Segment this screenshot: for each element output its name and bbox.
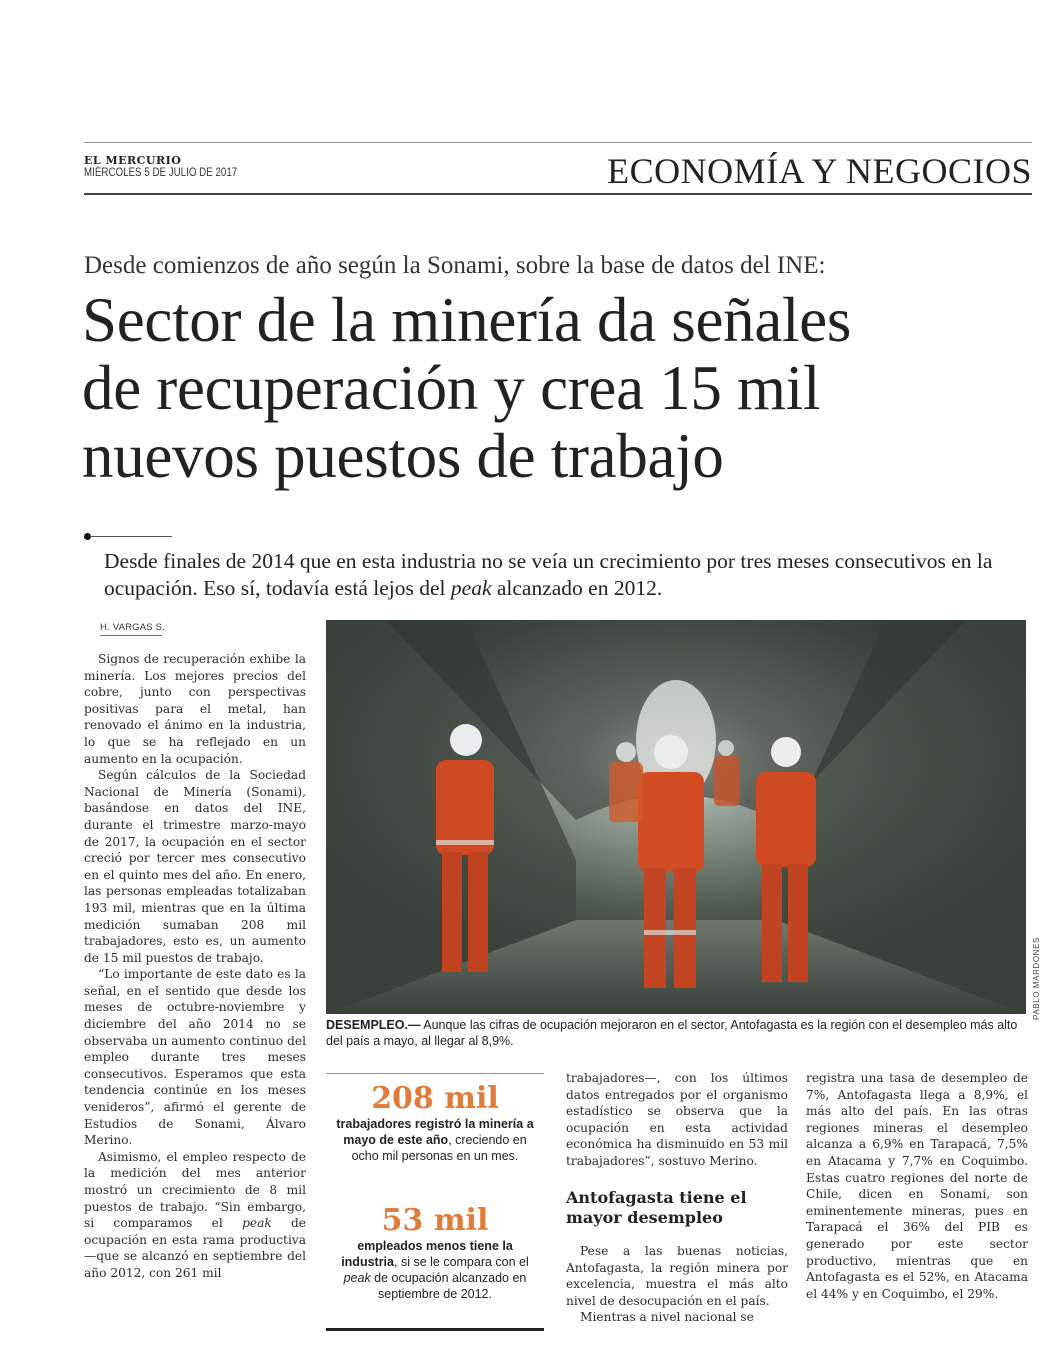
stat-italic: peak	[343, 1271, 371, 1285]
kicker: Desde comienzos de año según la Sonami, sobre la base de datos del INE:	[84, 252, 826, 279]
stat-bold-text: empleados menos tiene la industria	[341, 1239, 513, 1269]
headline-line: de recuperación y crea 15 mil	[82, 353, 821, 423]
body-column-1	[84, 651, 306, 1282]
mine-tunnel-photo	[326, 620, 1026, 1014]
photo-caption	[326, 1018, 1036, 1049]
body-column-4	[806, 1070, 1028, 1302]
caption-label: DESEMPLEO.—	[326, 1018, 421, 1032]
stat-description	[326, 1238, 544, 1302]
photo-credit	[1030, 937, 1042, 1020]
caption-text: Aunque las cifras de ocupación mejoraron en el sector, Antofagasta es la región con el desempleo más alto del país a mayo, al llegar al 8,9%.	[326, 1018, 1018, 1048]
body-paragraph: trabajadores—, con los últimos datos entregados por el organismo estadístico se observa que la ocupación en esta actividad económica ha disminuido en 53 mil trabajadores”, sostuvo Merino.	[566, 1071, 788, 1168]
body-text: Asimismo, el empleo respecto de la medición del mes anterior mostró un crecimiento de 8 mil puestos de trabajo. “Sin embargo, si comparamos el	[84, 1149, 306, 1231]
stat-bold-text: trabajadores registró la minería a mayo de este año	[336, 1117, 534, 1147]
photo-credit-text: PABLO MARDONES	[1032, 937, 1041, 1020]
photo-illustration	[326, 620, 1026, 1014]
byline: H. VARGAS S.	[100, 622, 166, 633]
section-title: ECONOMÍA Y NEGOCIOS	[607, 151, 1032, 191]
deck-text: Desde finales de 2014 que en esta industria no se veía un crecimiento por tres meses consecutivos en la ocupación. Eso sí, todavía está lejos del	[104, 549, 993, 600]
body-column-3	[566, 1070, 788, 1170]
headline	[82, 286, 1042, 490]
headline-line: Sector de la minería da señales	[82, 285, 852, 355]
stat-text: de ocupación alcanzado en septiembre de 2012.	[370, 1271, 527, 1301]
stat-text: , creciendo en ocho mil personas en un mes.	[351, 1133, 527, 1163]
body-paragraph: registra una tasa de desempleo de 7%, Antofagasta llega a 8,9%, el más alto del país. En las otras regiones mineras el desempleo alcanza a 6,9% en Tarapacá, 7,5% en Atacama y 7,7% en Coquimbo. Estas cuatro regiones del norte de Chile, dicen en Sonami, son eminentemente mineras, pues en Tarapacá el 36% del PIB es generado por este sector productivo, mientras que en Antofagasta es el 52%, en Atacama el 44% y en Coquimbo, el 29%.	[806, 1071, 1028, 1301]
body-paragraph: Signos de recuperación exhibe la minería. Los mejores precios del cobre, junto con perspectivas positivas para el metal, han renovado el ánimo en la industria, lo que se ha reflejado en un aumento en la ocupación.	[84, 652, 306, 766]
masthead-bottom-rule	[84, 193, 1032, 195]
publication-date: MIÉRCOLES 5 DE JULIO DE 2017	[84, 167, 238, 179]
body-paragraph: Pese a las buenas noticias, Antofagasta, la región minera por excelencia, muestra el más alto nivel de desocupación en el país.	[566, 1244, 788, 1308]
body-italic: peak	[242, 1216, 272, 1231]
deck-text: alcanzado en 2012.	[491, 576, 663, 600]
body-paragraph: Según cálculos de la Sociedad Nacional de Minería (Sonami), basándose en datos del INE, durante el trimestre marzo-mayo de 2017, la ocupación en el sector creció por tercer mes consecutivo en el quinto mes del año. En enero, las personas empleadas totalizaban 193 mil, mientras que en la última medición sumaban 208 mil trabajadores, esto es, un aumento de 15 mil puestos de trabajo.	[84, 768, 306, 965]
newspaper-name: EL MERCURIO	[84, 154, 182, 167]
body-paragraph	[84, 1149, 306, 1282]
stat-number: 208 mil	[371, 1081, 499, 1116]
body-column-3-continued	[566, 1243, 788, 1326]
body-paragraph: “Lo importante de este dato es la señal, en el sentido que desde los meses de octubre-noviembre y diciembre del año 2014 no se observaba un aumento continuo del empleo durante tres meses consecutivos. Esperamos que esta tendencia continúe en los meses venideros”, afirmó el gerente de Estudios de Sonami, Álvaro Merino.	[84, 967, 306, 1148]
deck	[104, 548, 1024, 602]
stat-text: , si se le compara con el	[394, 1255, 529, 1269]
deck-italic: peak	[450, 576, 492, 600]
stat-block	[326, 1082, 544, 1164]
body-text: de ocupación en esta rama productiva —que se alcanzó en septiembre del año 2012, con 261 mil	[84, 1216, 307, 1280]
headline-line: nuevos puestos de trabajo	[82, 421, 724, 491]
masthead-top-rule	[84, 142, 1032, 143]
subheading: Antofagasta tiene el mayor desempleo	[566, 1188, 747, 1227]
stat-number: 53 mil	[381, 1203, 489, 1238]
stats-box-bottom-rule	[326, 1328, 544, 1331]
stats-box-top-rule	[326, 1073, 544, 1074]
body-paragraph: Mientras a nivel nacional se	[580, 1310, 754, 1325]
deck-divider	[90, 536, 172, 537]
stat-block	[326, 1204, 544, 1302]
stat-description	[326, 1116, 544, 1164]
byline-rule	[100, 635, 162, 636]
